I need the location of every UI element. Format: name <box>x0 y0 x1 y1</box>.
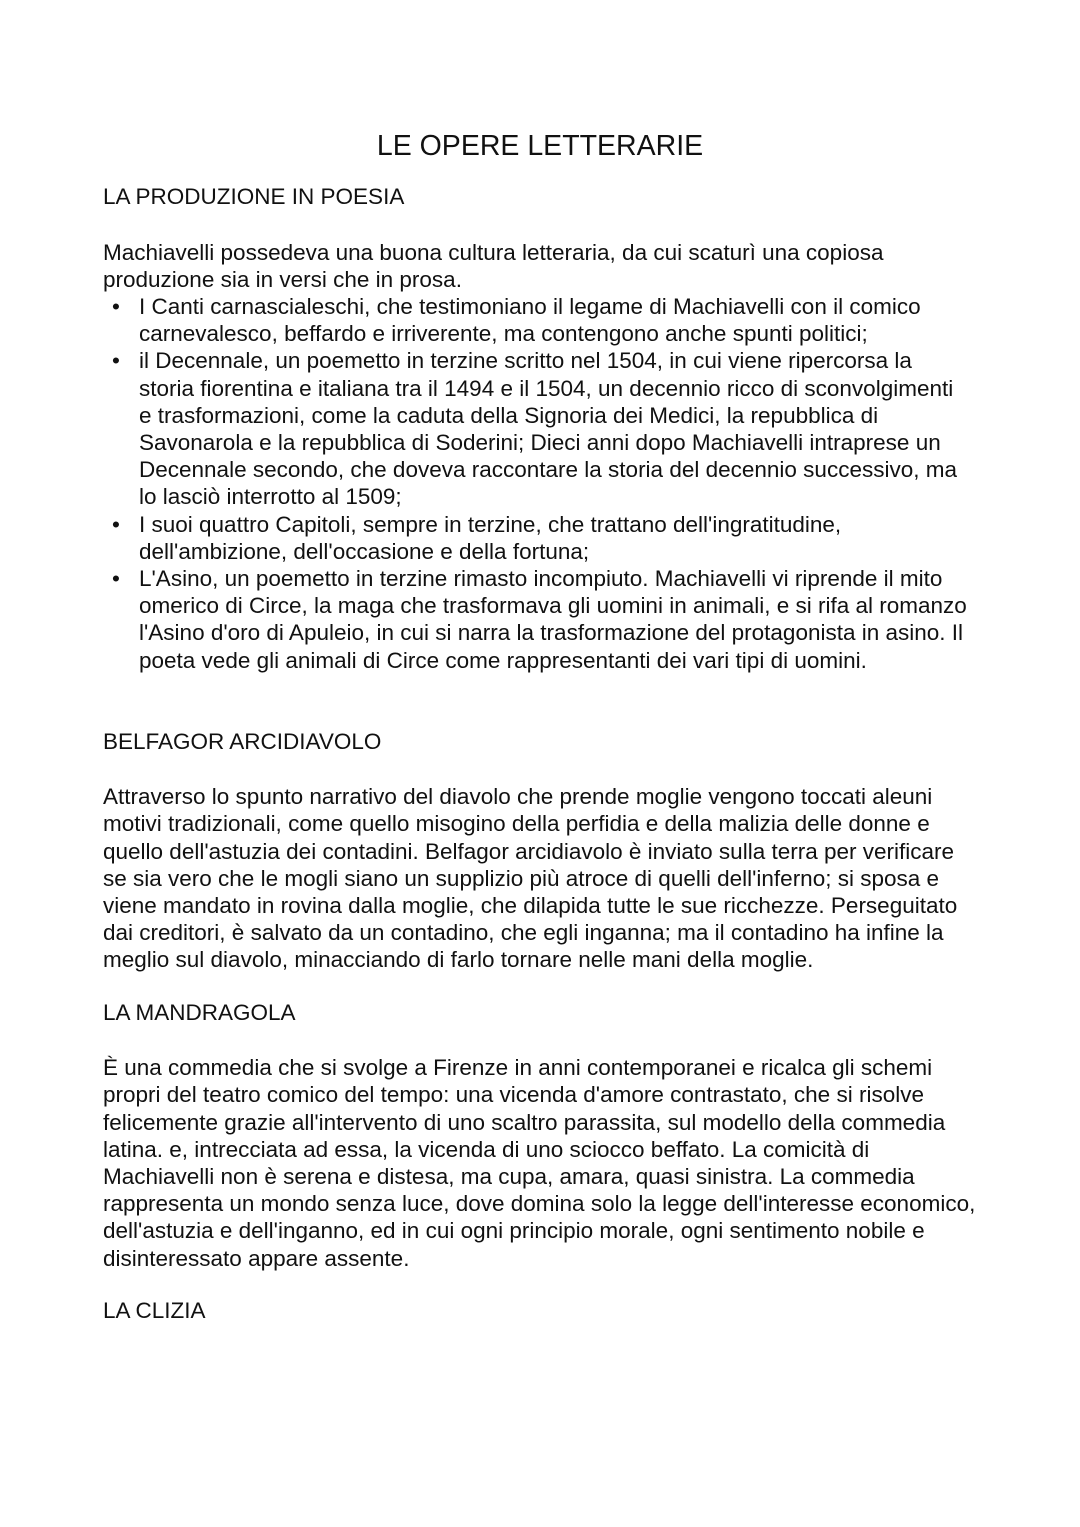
section-heading-belfagor: BELFAGOR ARCIDIAVOLO <box>103 728 382 754</box>
section-heading-clizia: LA CLIZIA <box>103 1297 206 1323</box>
bullet-icon: • <box>112 565 120 591</box>
page-title: LE OPERE LETTERARIE <box>376 130 704 162</box>
poesia-intro: Machiavelli possedeva una buona cultura letteraria, da cui scaturì una copiosa produzione sia in versi che in prosa. <box>103 239 884 292</box>
document-page <box>103 128 983 1324</box>
bullet-icon: • <box>112 293 120 319</box>
bullet-icon: • <box>112 511 120 537</box>
bullet-icon: • <box>112 348 120 374</box>
list-item-text: I suoi quattro Capitoli, sempre in terzine, che trattano dell'ingratitudine, dell'ambizione, dell'occasione e della fortuna; <box>139 511 842 564</box>
mandragola-body: È una commedia che si svolge a Firenze in anni contemporanei e ricalca gli schemi propri del teatro comico del tempo: una vicenda d'amore contrastato, che si risolve felicemente grazie all'intervento di uno scaltro parassita, sul modello della commedia latina. e, intrecciata ad essa, la vicenda di uno sciocco beffato. La comicità di Machiavelli non è serena e distesa, ma cupa, amara, quasi sinistra. La commedia rappresenta un mondo senza luce, dove domina solo la legge dell'interesse economico, dell'astuzia e dell'inganno, ed in cui ogni principio morale, ogni sentimento nobile e disinteressato appare assente. <box>103 1055 976 1271</box>
section-heading-poesia: LA PRODUZIONE IN POESIA <box>103 184 405 209</box>
poesia-list <box>103 293 983 674</box>
list-item <box>103 565 1019 674</box>
list-item-text: L'Asino, un poemetto in terzine rimasto incompiuto. Machiavelli vi riprende il mito omerico di Circe, la maga che trasformava gli uomini in animali, e si rifa al romanzo l'Asino d'oro di Apuleio, in cui si narra la trasformazione del protagonista in asino. Il poeta vede gli animali di Circe come rappresentanti dei vari tipi di uomini. <box>139 565 967 673</box>
section-heading-mandragola: LA MANDRAGOLA <box>103 999 296 1025</box>
list-item <box>103 511 959 565</box>
list-item <box>103 347 971 510</box>
list-item-text: il Decennale, un poemetto in terzine scritto nel 1504, in cui viene ripercorsa la storia fiorentina e italiana tra il 1494 e il 1504, un decennio ricco di sconvolgimenti e trasformazioni, come la caduta della Signoria dei Medici, la repubblica di Savonarola e la repubblica di Soderini; Dieci anni dopo Machiavelli intraprese un Decennale secondo, che doveva raccontare la storia del decennio successivo, ma lo lasciò interrotto al 1509; <box>139 348 957 510</box>
list-item <box>103 293 979 347</box>
list-item-text: I Canti carnascialeschi, che testimoniano il legame di Machiavelli con il comico carnevalesco, beffardo e irriverente, ma contengono anche spunti politici; <box>139 293 921 347</box>
belfagor-body: Attraverso lo spunto narrativo del diavolo che prende moglie vengono toccati aleuni motivi tradizionali, come quello misogino della perfidia e della malizia delle donne e quello dell'astuzia dei contadini. Belfagor arcidiavolo è inviato sulla terra per verificare se sia vero che le mogli siano un supplizio più atroce di quelli dell'inferno; si sposa e viene mandato in rovina dalla moglie, che dilapida tutte le sue ricchezze. Perseguitato dai creditori, è salvato da un contadino, che egli inganna; ma il contadino ha infine la meglio sul diavolo, minacciando di farlo tornare nelle mani della moglie. <box>103 784 958 973</box>
